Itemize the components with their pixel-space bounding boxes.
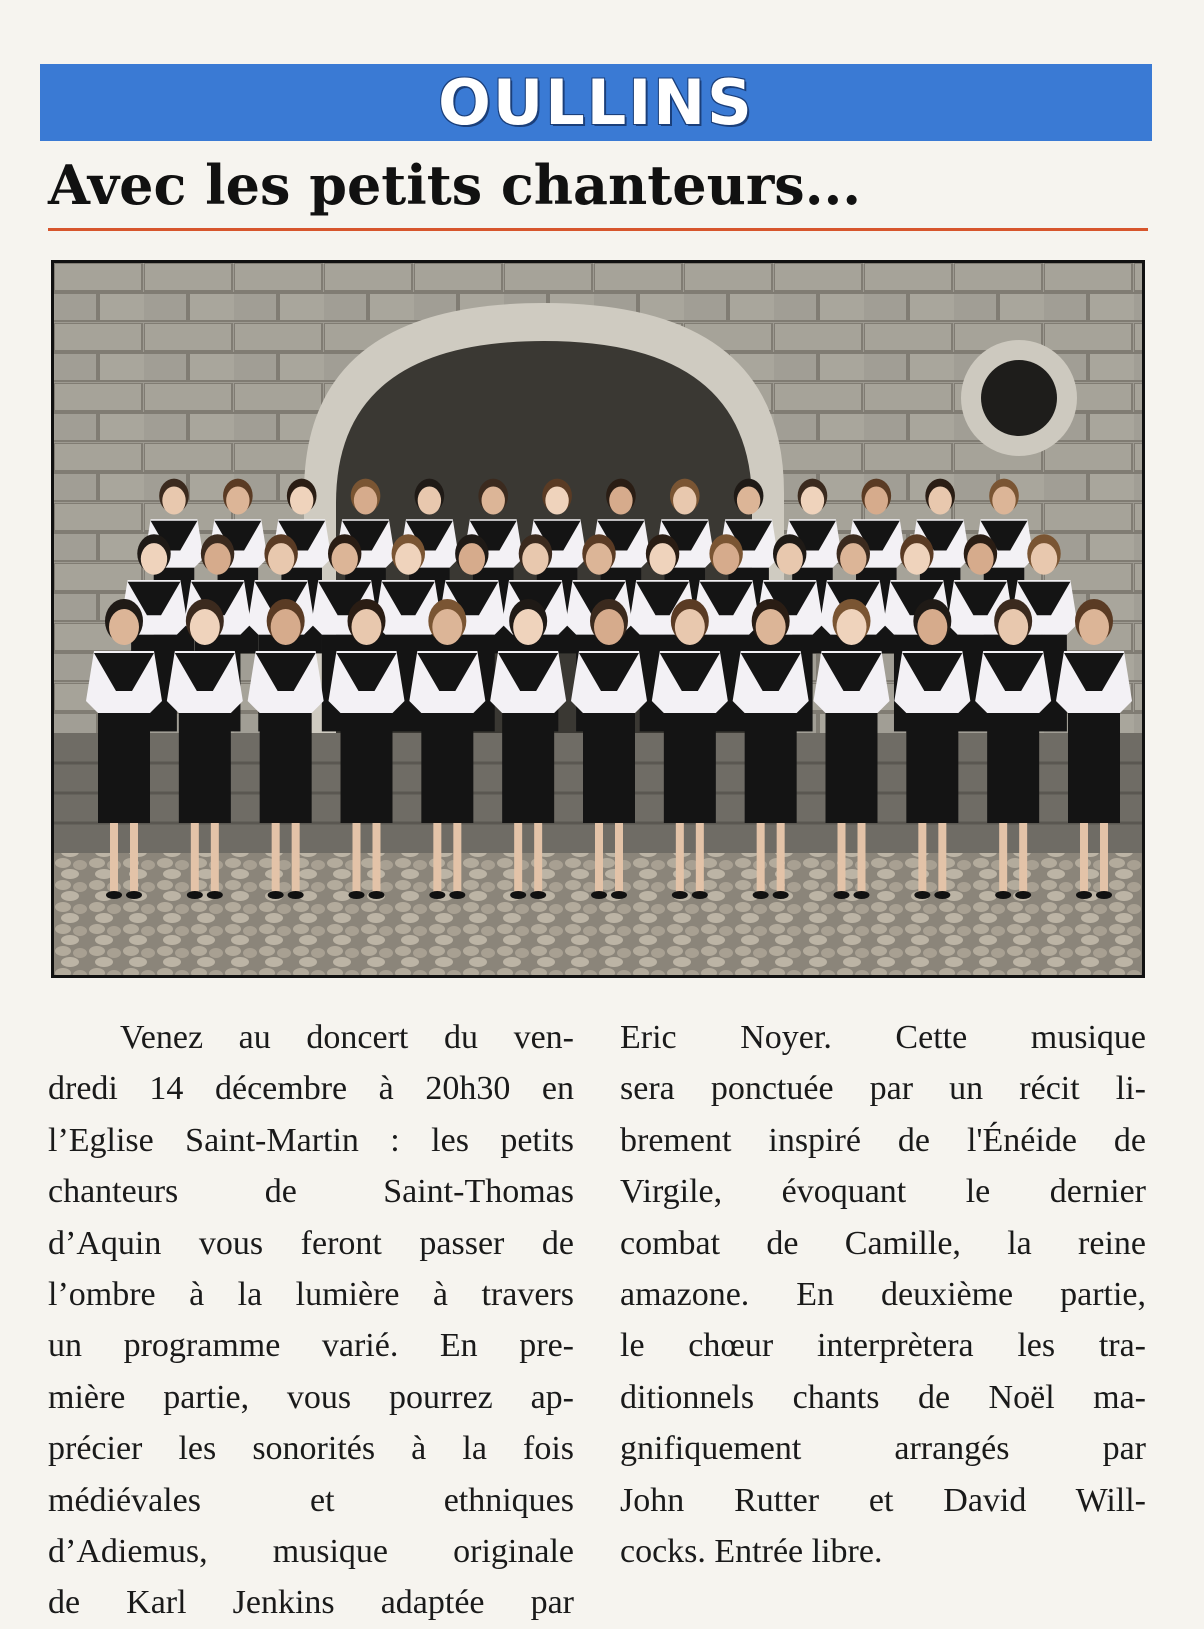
singer-shoe <box>611 891 627 899</box>
singer-shoe <box>349 891 365 899</box>
singer-shoe <box>753 891 769 899</box>
article-line: cocks. Entrée libre. <box>620 1532 883 1570</box>
singer-shoe <box>1076 891 1092 899</box>
article-line: ditionnels chants de Noël ma- <box>620 1378 1146 1416</box>
article-column-left <box>48 1012 574 1629</box>
singer-shoe <box>934 891 950 899</box>
singer-shoe <box>672 891 688 899</box>
singer-leg <box>615 823 623 893</box>
singer-leg <box>676 823 684 893</box>
article-line: un programme varié. En pre- <box>48 1327 574 1365</box>
singer-shoe <box>995 891 1011 899</box>
singer-shoe <box>429 891 445 899</box>
singer-shoe <box>692 891 708 899</box>
singer-leg <box>1080 823 1088 893</box>
singer-shoe <box>1096 891 1112 899</box>
singer-shoe <box>1015 891 1031 899</box>
singer-leg <box>1100 823 1108 893</box>
singer-leg <box>1019 823 1027 893</box>
section-title: OULLINS <box>438 65 754 139</box>
round-window <box>981 360 1057 436</box>
singer-shoe <box>773 891 789 899</box>
singer-shoe <box>106 891 122 899</box>
singer-shoe <box>914 891 930 899</box>
article-line: mière partie, vous pourrez ap- <box>48 1378 574 1416</box>
singer-shoe <box>207 891 223 899</box>
headline: Avec les petits chanteurs... <box>48 153 862 217</box>
singer-leg <box>373 823 381 893</box>
article-line: d’Aquin vous feront passer de <box>48 1224 574 1262</box>
singer-shoe <box>449 891 465 899</box>
article-line: John Rutter et David Will- <box>620 1481 1146 1519</box>
headline-divider <box>48 228 1148 231</box>
article-line: chanteurs de Saint-Thomas <box>48 1173 574 1211</box>
singer-shoe <box>126 891 142 899</box>
singer-leg <box>110 823 118 893</box>
singer-leg <box>858 823 866 893</box>
singer-leg <box>130 823 138 893</box>
singer-leg <box>534 823 542 893</box>
singer-leg <box>453 823 461 893</box>
article-line: sera ponctuée par un récit li- <box>620 1070 1146 1108</box>
singer-shoe <box>369 891 385 899</box>
article-line: médiévales et ethniques <box>48 1481 574 1519</box>
article-photo <box>51 260 1145 978</box>
singer-leg <box>918 823 926 893</box>
singer-leg <box>191 823 199 893</box>
singer-shoe <box>187 891 203 899</box>
article-line: amazone. En deuxième partie, <box>620 1275 1146 1313</box>
singer-leg <box>938 823 946 893</box>
singer-leg <box>353 823 361 893</box>
singer-leg <box>777 823 785 893</box>
article-line: de Karl Jenkins adaptée par <box>48 1584 574 1622</box>
singer-shoe <box>834 891 850 899</box>
article-line: l’Eglise Saint-Martin : les petits <box>48 1121 574 1159</box>
singer-leg <box>433 823 441 893</box>
choir-photo-illustration <box>54 263 1142 975</box>
article-line: Eric Noyer. Cette musique <box>620 1019 1146 1056</box>
article-line: précier les sonorités à la fois <box>48 1430 574 1468</box>
article-line: combat de Camille, la reine <box>620 1224 1146 1262</box>
article-line: le chœur interprètera les tra- <box>620 1327 1146 1365</box>
singer-shoe <box>854 891 870 899</box>
singer-shoe <box>530 891 546 899</box>
singer-shoe <box>510 891 526 899</box>
singer-leg <box>514 823 522 893</box>
singer-shoe <box>288 891 304 899</box>
singer-leg <box>272 823 280 893</box>
singer-shoe <box>591 891 607 899</box>
singer-leg <box>211 823 219 893</box>
singer-leg <box>999 823 1007 893</box>
article-line: brement inspiré de l'Énéide de <box>620 1121 1146 1159</box>
singer-leg <box>838 823 846 893</box>
article-line: dredi 14 décembre à 20h30 en <box>48 1070 574 1108</box>
singer-shoe <box>268 891 284 899</box>
singer-leg <box>696 823 704 893</box>
article-column-right <box>620 1012 1146 1577</box>
singer-leg <box>595 823 603 893</box>
article-line: Venez au doncert du ven- <box>120 1019 574 1056</box>
singer-leg <box>757 823 765 893</box>
singer-leg <box>292 823 300 893</box>
article-line: Virgile, évoquant le dernier <box>620 1173 1146 1211</box>
article-line: gnifiquement arrangés par <box>620 1430 1146 1468</box>
section-banner <box>40 64 1152 141</box>
article-line: l’ombre à la lumière à travers <box>48 1275 574 1313</box>
article-line: d’Adiemus, musique originale <box>48 1532 574 1570</box>
